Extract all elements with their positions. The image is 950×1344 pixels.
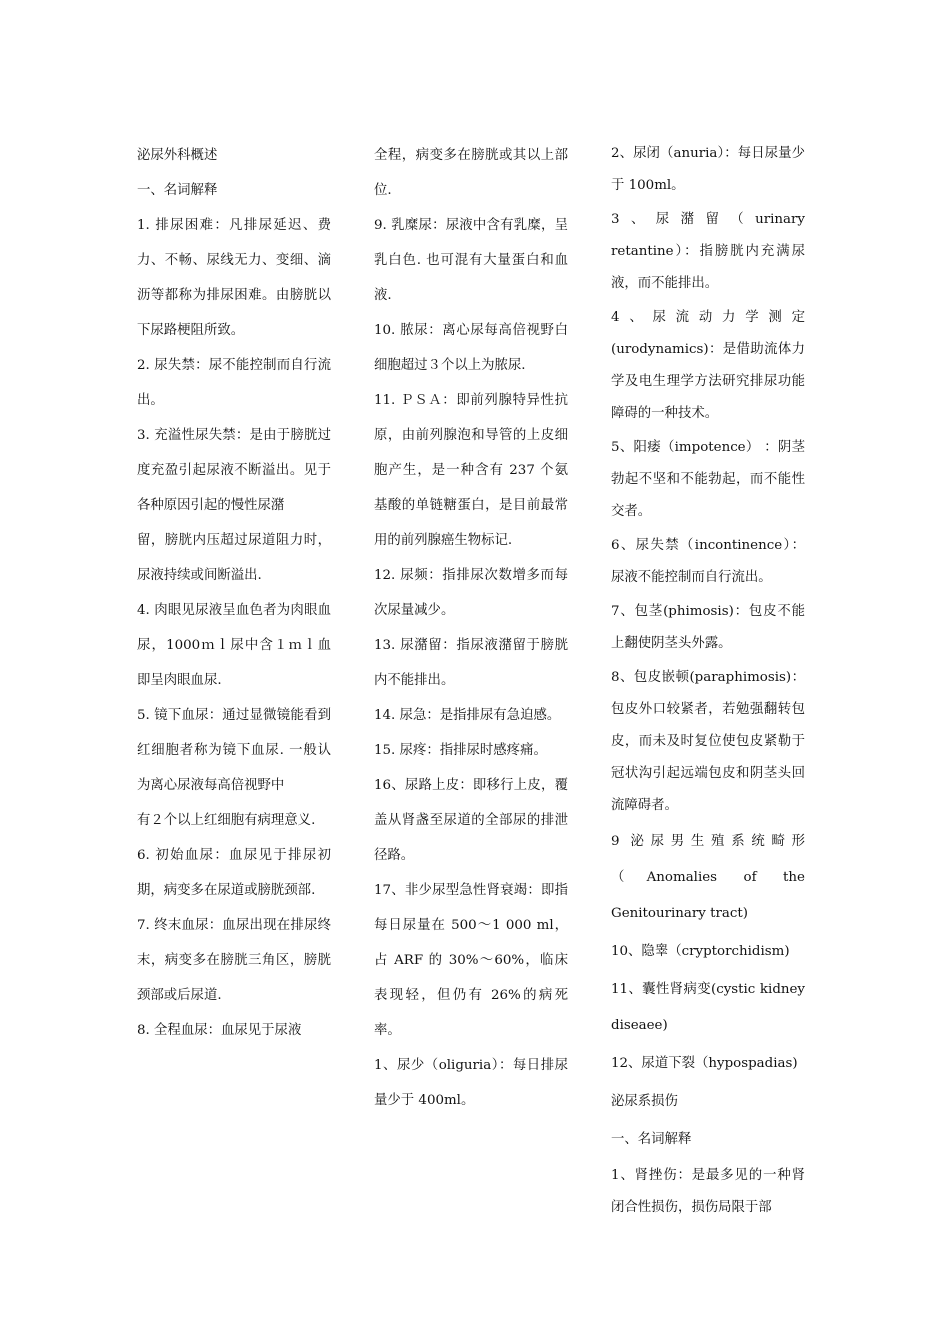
text-column-3	[611, 138, 805, 1226]
paragraph: 11. ＰＳＡ：即前列腺特异性抗原，由前列腺泡和导管的上皮细胞产生，是一种含有 237 个氨基酸的单链糖蛋白，是目前最常用的前列腺癌生物标记.	[374, 393, 568, 548]
paragraph: 14. 尿急：是指排尿有急迫感。	[374, 708, 561, 723]
paragraph: 6、尿失禁（incontinence）：尿液不能控制而自行流出。	[611, 538, 805, 585]
paragraph: 8. 全程血尿：血尿见于尿液	[137, 1023, 302, 1038]
paragraph: 11、囊性肾病变(cystic kidney diseaee)	[611, 982, 805, 1033]
paragraph: 5、阳痿（impotence） ：阴茎勃起不坚和不能勃起，而不能性交者。	[611, 440, 805, 519]
paragraph: 9 泌尿男生殖系统畸形（Anomalies of the Genitourinary tract)	[611, 834, 805, 921]
paragraph: 8、包皮嵌顿(paraphimosis)：包皮外口较紧者，若勉强翻转包皮，而未及时复位使包皮紧勒于冠状沟引起远端包皮和阴茎头回流障碍者。	[611, 670, 805, 813]
paragraph: 15. 尿疼：指排尿时感疼痛。	[374, 743, 547, 758]
text-column-2	[374, 138, 568, 1118]
paragraph: 10、隐睾（cryptorchidism)	[611, 944, 790, 959]
paragraph: 12. 尿频：指排尿次数增多而每次尿量减少。	[374, 568, 568, 618]
section-title: 泌尿系损伤	[611, 1094, 678, 1109]
paragraph: 5. 镜下血尿：通过显微镜能看到红细胞者称为镜下血尿. 一般认为离心尿液每高倍视野中	[137, 708, 331, 793]
paragraph: 4. 肉眼见尿液呈血色者为肉眼血尿，1000ｍｌ尿中含１ｍｌ血即呈肉眼血尿.	[137, 603, 331, 688]
paragraph: 6. 初始血尿：血尿见于排尿初期，病变多在尿道或膀胱颈部.	[137, 848, 331, 898]
text-column-1	[137, 138, 331, 1048]
paragraph: 2. 尿失禁：尿不能控制而自行流出。	[137, 358, 331, 408]
paragraph: 1. 排尿困难：凡排尿延迟、费力、不畅、尿线无力、变细、滴沥等都称为排尿困难。由膀胱以下尿路梗阻所致。	[137, 218, 331, 338]
paragraph: 1、尿少（oliguria）：每日排尿量少于 400ml。	[374, 1058, 568, 1108]
paragraph: 10. 脓尿：离心尿每高倍视野白细胞超过３个以上为脓尿.	[374, 323, 568, 373]
paragraph: 3、尿潴留（urinary retantine）：指膀胱内充满尿液，而不能排出。	[611, 212, 805, 291]
paragraph: 有２个以上红细胞有病理意义.	[137, 813, 316, 828]
paragraph: 4、尿流动力学测定(urodynamics)：是借助流体力学及电生理学方法研究排尿功能障碍的一种技术。	[611, 310, 805, 421]
paragraph: 7. 终末血尿：血尿出现在排尿终末，病变多在膀胱三角区，膀胱颈部或后尿道.	[137, 918, 331, 1003]
subsection-heading: 一、名词解释	[611, 1132, 692, 1147]
paragraph: 16、尿路上皮：即移行上皮，覆盖从肾盏至尿道的全部尿的排泄径路。	[374, 778, 568, 863]
paragraph: 留，膀胱内压超过尿道阻力时，尿液持续或间断溢出.	[137, 533, 331, 583]
paragraph: 2、尿闭（anuria）：每日尿量少于 100ml。	[611, 146, 805, 193]
paragraph: 12、尿道下裂（hypospadias)	[611, 1056, 798, 1071]
paragraph: 13. 尿潴留：指尿液潴留于膀胱内不能排出。	[374, 638, 568, 688]
paragraph: 17、非少尿型急性肾衰竭：即指每日尿量在 500～1 000 ml，占 ARF 的 30%～60%，临床表现轻，但仍有 26%的病死率。	[374, 883, 568, 1038]
section-title: 泌尿外科概述	[137, 148, 218, 163]
paragraph: 7、包茎(phimosis)：包皮不能上翻使阴茎头外露。	[611, 604, 805, 651]
paragraph: 9. 乳糜尿：尿液中含有乳糜，呈乳白色. 也可混有大量蛋白和血液.	[374, 218, 568, 303]
paragraph: 3. 充溢性尿失禁：是由于膀胱过度充盈引起尿液不断溢出。见于各种原因引起的慢性尿潴	[137, 428, 331, 513]
subsection-heading: 一、名词解释	[137, 183, 218, 198]
paragraph: 1、肾挫伤：是最多见的一种肾闭合性损伤，损伤局限于部	[611, 1168, 805, 1215]
paragraph: 全程，病变多在膀胱或其以上部位.	[374, 148, 568, 198]
